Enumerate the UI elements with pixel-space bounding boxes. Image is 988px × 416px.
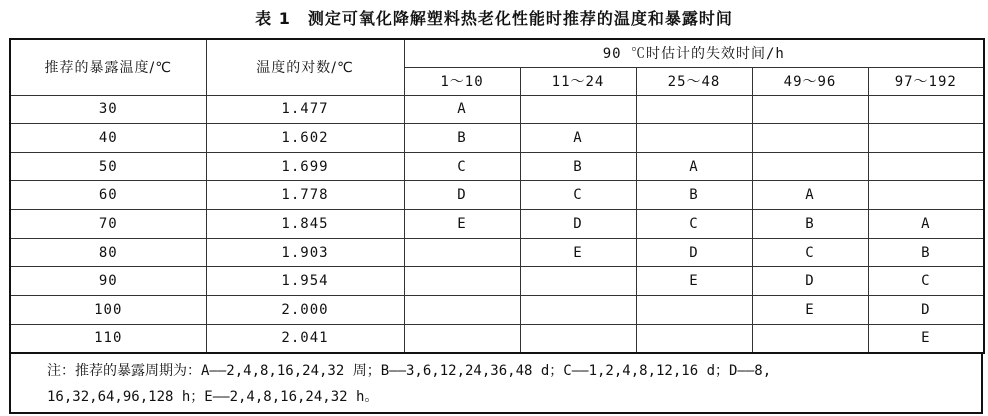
grade-cell: C (868, 267, 984, 296)
table-body (10, 95, 984, 353)
header-range: 11～24 (520, 67, 636, 95)
header-failure-time-group: 90 ℃时估计的失效时间/h (404, 39, 984, 67)
grade-cell: B (404, 124, 520, 153)
grade-cell (636, 324, 752, 353)
grade-cell (868, 95, 984, 124)
grade-cell: E (636, 267, 752, 296)
temperature-cell: 30 (10, 95, 206, 124)
grade-cell (404, 296, 520, 325)
note-line-2: 16,32,64,96,128 h；E——2,4,8,16,24,32 h。 (47, 389, 379, 405)
grade-cell: C (752, 238, 868, 267)
temperature-cell: 110 (10, 324, 206, 353)
grade-cell (636, 95, 752, 124)
temperature-cell: 40 (10, 124, 206, 153)
note-label: 注：推荐的暴露周期为： (47, 363, 201, 379)
grade-cell: D (752, 267, 868, 296)
grade-cell (636, 124, 752, 153)
grade-cell (520, 95, 636, 124)
temperature-cell: 100 (10, 296, 206, 325)
grade-cell (868, 152, 984, 181)
grade-cell (752, 324, 868, 353)
header-range: 25～48 (636, 67, 752, 95)
temperature-cell: 50 (10, 152, 206, 181)
grade-cell (868, 124, 984, 153)
table-row (10, 210, 984, 239)
log-temperature-cell: 1.602 (206, 124, 404, 153)
log-temperature-cell: 1.699 (206, 152, 404, 181)
table-title: 表 1 测定可氧化降解塑料热老化性能时推荐的温度和暴露时间 (255, 9, 733, 28)
temperature-cell: 90 (10, 267, 206, 296)
table-row (10, 267, 984, 296)
grade-cell: D (520, 210, 636, 239)
log-temperature-cell: 2.041 (206, 324, 404, 353)
note-line-1: A——2,4,8,16,24,32 周；B——3,6,12,24,36,48 d；C——1,2,4,8,12,16 d；D——8, (201, 363, 772, 379)
table-row (10, 296, 984, 325)
grade-cell: B (752, 210, 868, 239)
grade-cell: D (636, 238, 752, 267)
grade-cell (868, 181, 984, 210)
grade-cell: E (752, 296, 868, 325)
log-temperature-cell: 1.477 (206, 95, 404, 124)
grade-cell (752, 124, 868, 153)
grade-cell: A (520, 124, 636, 153)
temperature-cell: 80 (10, 238, 206, 267)
data-table (9, 38, 985, 354)
grade-cell: A (752, 181, 868, 210)
grade-cell: D (404, 181, 520, 210)
header-temperature: 推荐的暴露温度/℃ (10, 39, 206, 95)
grade-cell (752, 152, 868, 181)
grade-cell (404, 324, 520, 353)
grade-cell: B (636, 181, 752, 210)
header-range: 1～10 (404, 67, 520, 95)
temperature-cell: 60 (10, 181, 206, 210)
grade-cell (520, 324, 636, 353)
table-row (10, 152, 984, 181)
header-range: 97～192 (868, 67, 984, 95)
grade-cell: C (636, 210, 752, 239)
grade-cell: E (404, 210, 520, 239)
log-temperature-cell: 1.778 (206, 181, 404, 210)
table-note (9, 354, 983, 414)
grade-cell: E (868, 324, 984, 353)
grade-cell (636, 296, 752, 325)
header-range: 49～96 (752, 67, 868, 95)
header-log-temperature: 温度的对数/℃ (206, 39, 404, 95)
grade-cell (520, 267, 636, 296)
table-row (10, 95, 984, 124)
grade-cell: C (404, 152, 520, 181)
grade-cell: A (404, 95, 520, 124)
grade-cell (752, 95, 868, 124)
grade-cell: C (520, 181, 636, 210)
grade-cell (404, 238, 520, 267)
table-row (10, 181, 984, 210)
table-row (10, 324, 984, 353)
grade-cell (404, 267, 520, 296)
grade-cell: B (520, 152, 636, 181)
grade-cell (520, 296, 636, 325)
log-temperature-cell: 1.954 (206, 267, 404, 296)
grade-cell: A (636, 152, 752, 181)
temperature-cell: 70 (10, 210, 206, 239)
grade-cell: D (868, 296, 984, 325)
grade-cell: A (868, 210, 984, 239)
log-temperature-cell: 1.903 (206, 238, 404, 267)
table-row (10, 124, 984, 153)
grade-cell: E (520, 238, 636, 267)
log-temperature-cell: 2.000 (206, 296, 404, 325)
grade-cell: B (868, 238, 984, 267)
table-row (10, 238, 984, 267)
log-temperature-cell: 1.845 (206, 210, 404, 239)
